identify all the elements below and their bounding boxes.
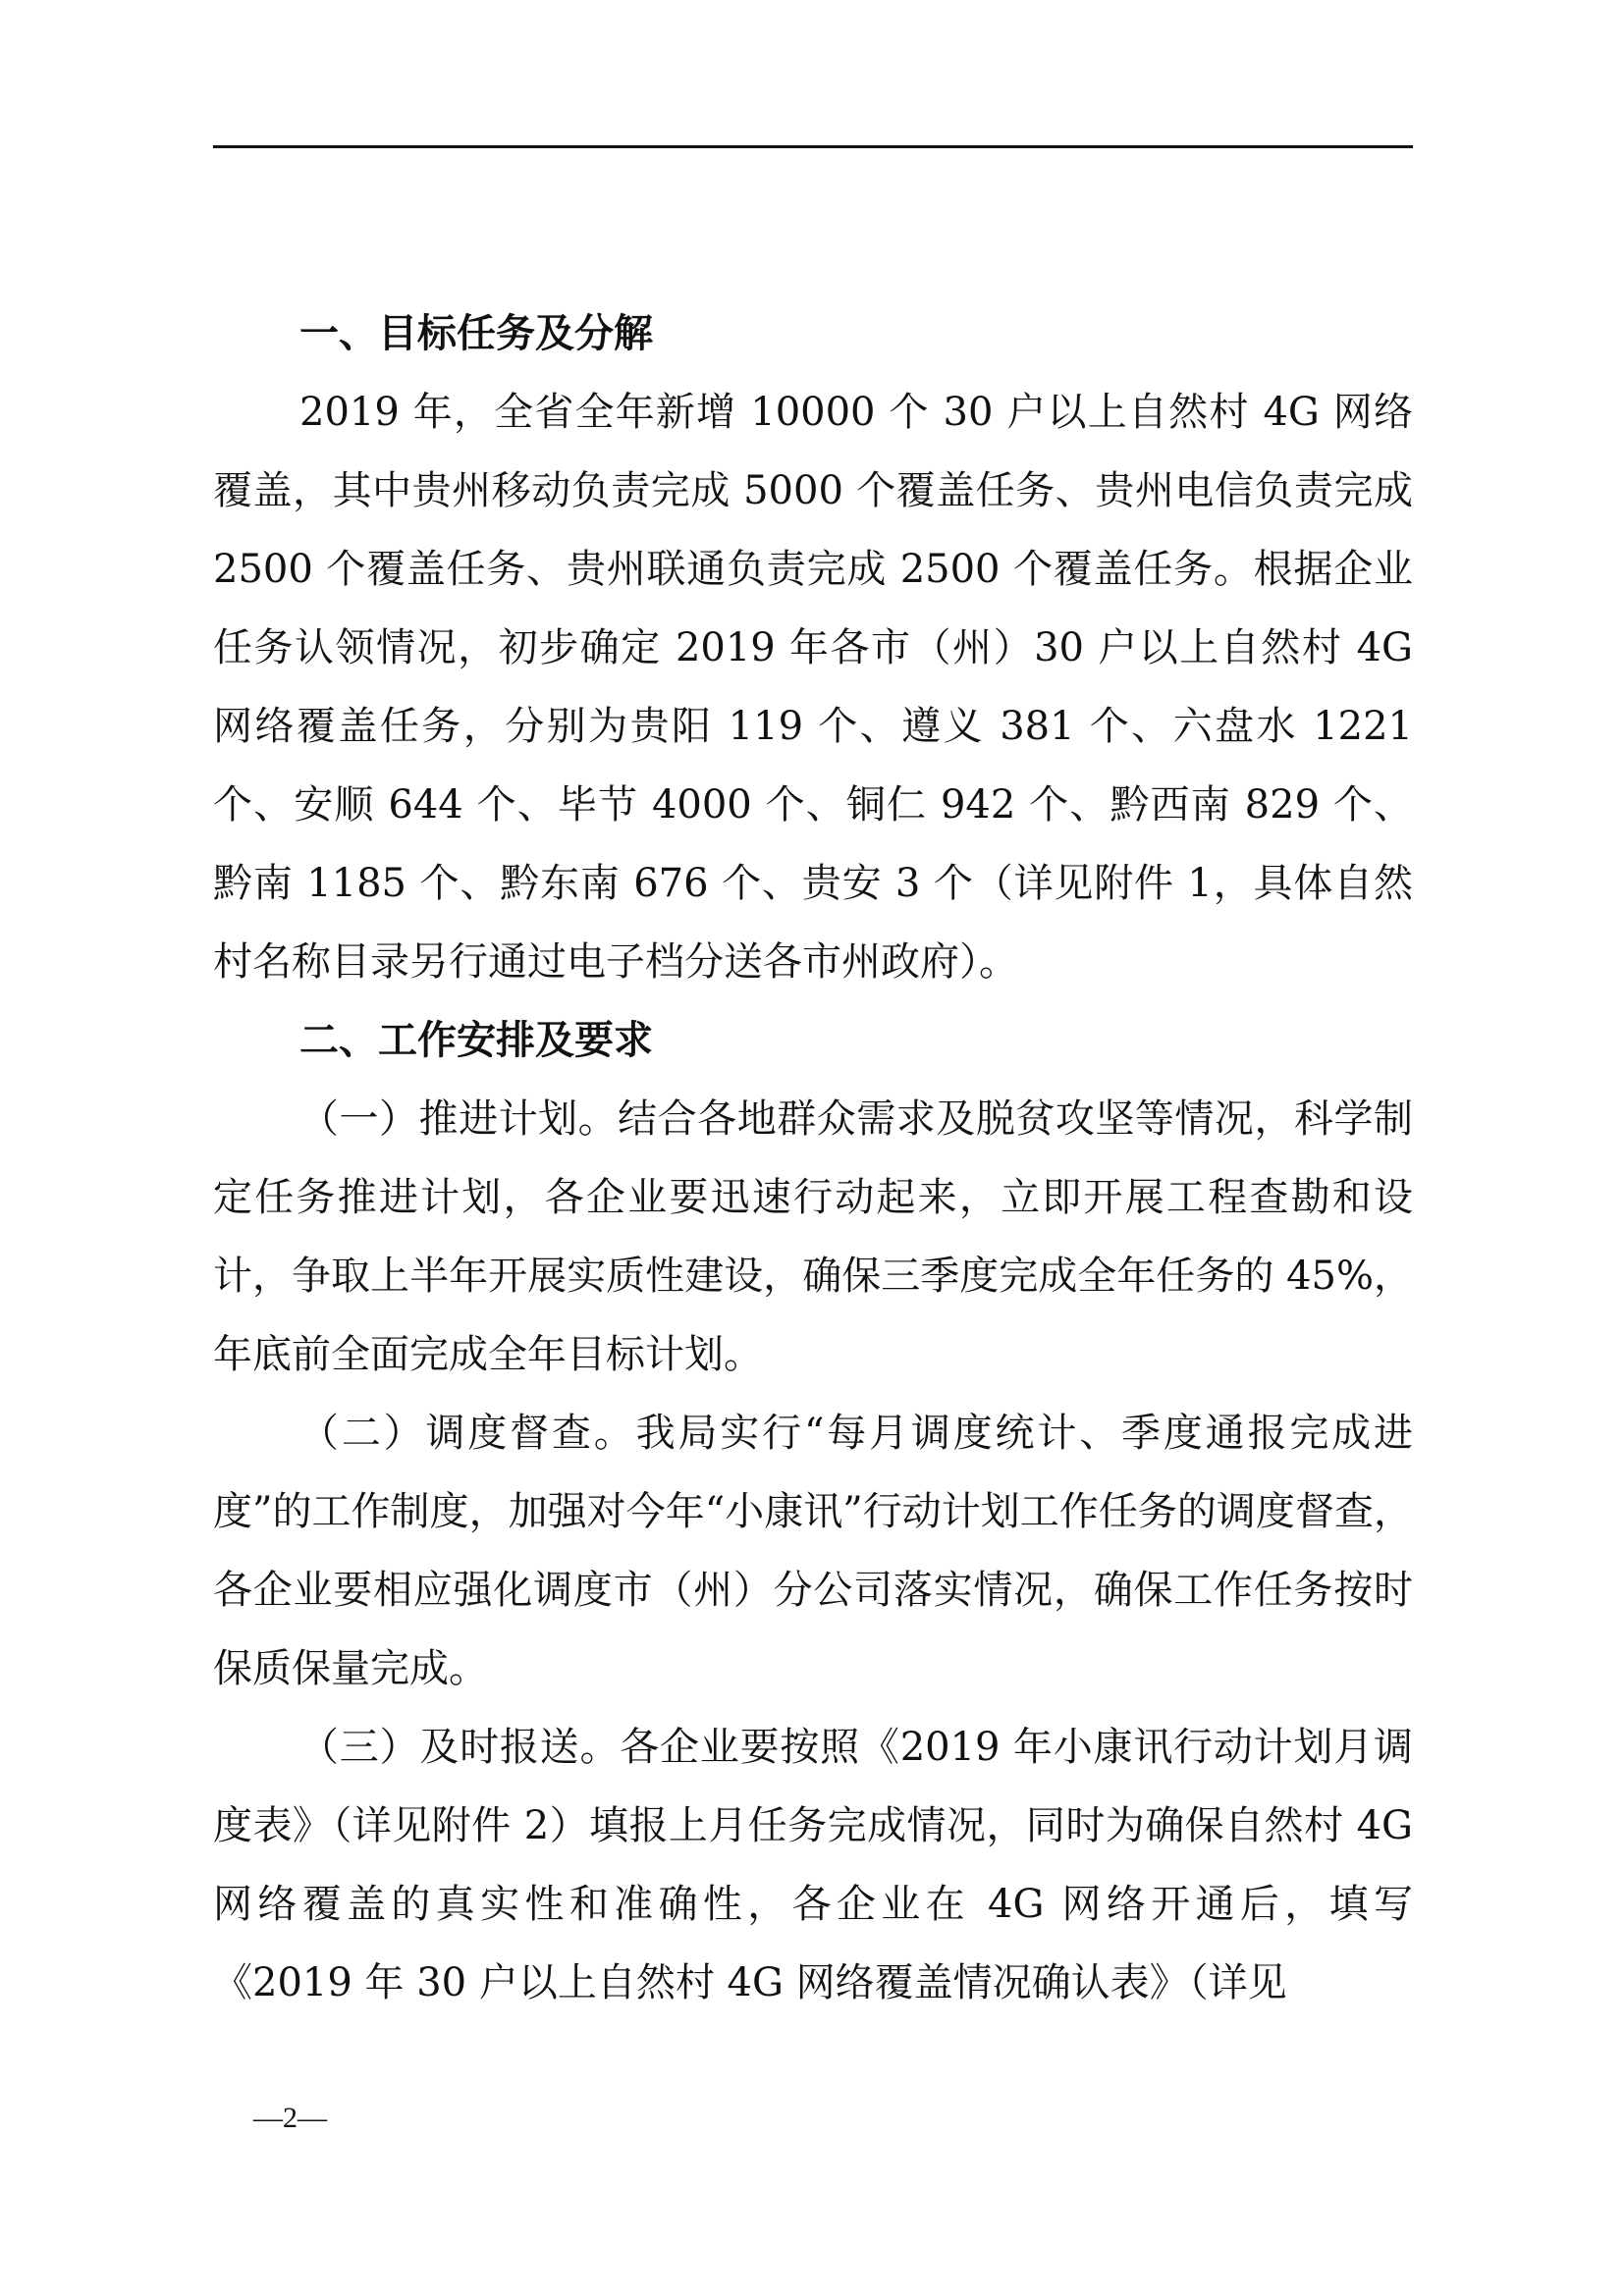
- section-2-item-3: （三）及时报送。各企业要按照《2019 年小康讯行动计划月调度表》（详见附件 2）填报上月任务完成情况，同时为确保自然村 4G 网络覆盖的真实性和准确性，各企业在 4G 网络开通后，填写《2019 年 30 户以上自然村 4G 网络覆盖情况确认表》（详见: [213, 1725, 1413, 2005]
- section-2-heading: 二、工作安排及要求: [299, 1018, 653, 1063]
- document-body: [213, 294, 1413, 2022]
- page-number: —2—: [253, 2102, 327, 2134]
- section-2-item-2: （二）调度督查。我局实行“每月调度统计、季度通报完成进度”的工作制度，加强对今年“小康讯”行动计划工作任务的调度督查，各企业要相应强化调度市（州）分公司落实情况，确保工作任务按时保质保量完成。: [213, 1411, 1413, 1691]
- section-1-paragraph: 2019 年，全省全年新增 10000 个 30 户以上自然村 4G 网络覆盖，其中贵州移动负责完成 5000 个覆盖任务、贵州电信负责完成 2500 个覆盖任务、贵州联通负责完成 2500 个覆盖任务。根据企业任务认领情况，初步确定 2019 年各市（州）30 户以上自然村 4G 网络覆盖任务，分别为贵阳 119 个、遵义 381 个、六盘水 1221 个、安顺 644 个、毕节 4000 个、铜仁 942 个、黔西南 829 个、黔南 1185 个、黔东南 676 个、贵安 3 个（详见附件 1，具体自然村名称目录另行通过电子档分送各市州政府）。: [213, 390, 1413, 985]
- section-2-item-1: （一）推进计划。结合各地群众需求及脱贫攻坚等情况，科学制定任务推进计划，各企业要迅速行动起来，立即开展工程查勘和设计，争取上半年开展实质性建设，确保三季度完成全年任务的 45%，年底前全面完成全年目标计划。: [213, 1096, 1413, 1377]
- section-1-heading: 一、目标任务及分解: [299, 311, 653, 356]
- header-rule: [213, 145, 1413, 148]
